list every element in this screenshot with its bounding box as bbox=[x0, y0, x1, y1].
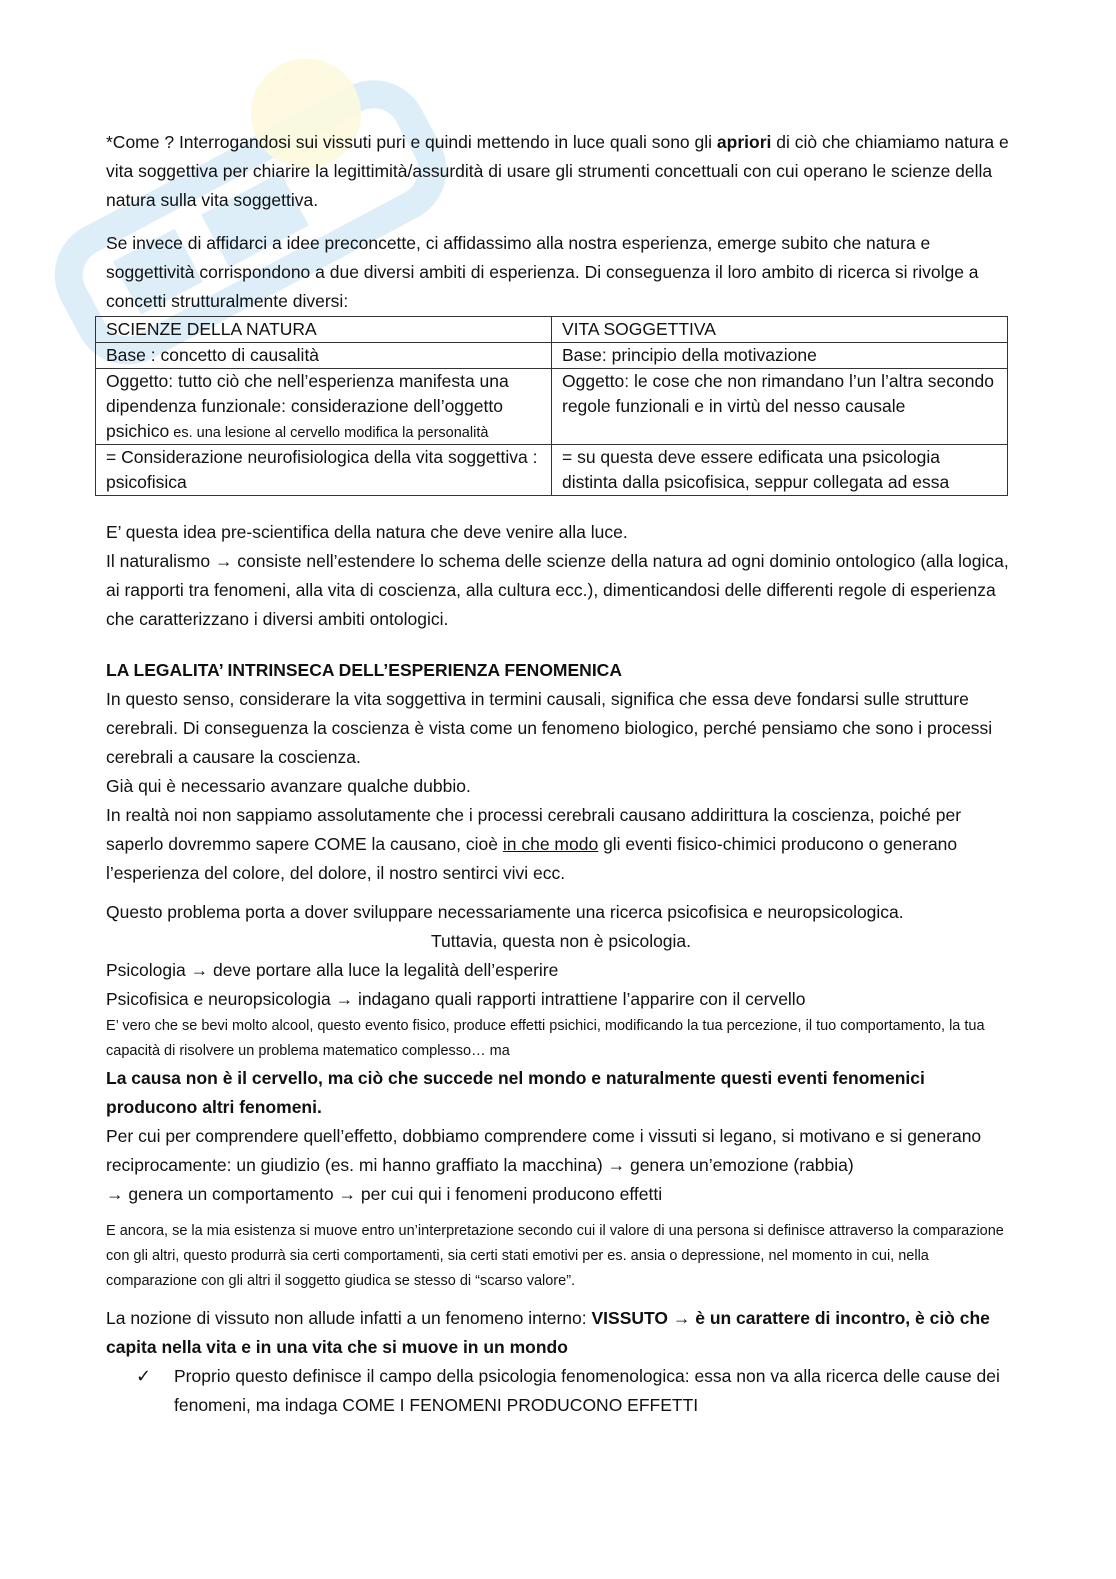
arrow-icon: → bbox=[607, 1155, 626, 1175]
arrow-icon: → bbox=[335, 989, 354, 1009]
arrow-icon: → bbox=[214, 551, 233, 571]
however-line: Tuttavia, questa non è psicologia. bbox=[430, 931, 692, 951]
brain-paragraph: In realtà noi non sappiamo assolutamente che i processi cerebrali causano addirittura la coscienza, poiché per saperlo dovremmo sapere COME la causano, cioè in che modo gli eventi fisico-chimici producono o generano l’esperienza del colore, del dolore, il nostro sentirci vivi ecc. bbox=[106, 805, 962, 883]
psychology-line: Psicologia → deve portare alla luce la legalità dell’esperire bbox=[106, 960, 559, 980]
table-cell: = Considerazione neurofisiologica della vita soggettiva : psicofisica bbox=[96, 445, 552, 496]
header-natural-sciences: SCIENZE DELLA NATURA bbox=[96, 317, 552, 343]
table-cell: = su questa deve essere edificata una psicologia distinta dalla psicofisica, seppur collegata ad essa bbox=[552, 445, 1008, 496]
prescientific-line: E’ questa idea pre-scientifica della natura che deve venire alla luce. bbox=[106, 522, 628, 542]
table-cell: Base: principio della motivazione bbox=[552, 343, 1008, 369]
table-row bbox=[96, 445, 1008, 496]
arrow-icon: → bbox=[338, 1184, 356, 1204]
checkmark-icon: ✓ bbox=[136, 1366, 152, 1386]
table-row bbox=[96, 369, 1008, 445]
arrow-icon: → bbox=[190, 960, 209, 980]
experience-paragraph: Se invece di affidarci a idee preconcette, ci affidassimo alla nostra esperienza, emerge subito che natura e soggettività corrispondono a due diversi ambiti di esperienza. Di conseguenza il loro ambito di ricerca si rivolge a concetti strutturalmente diversi: bbox=[106, 233, 979, 311]
table-cell: Base : concetto di causalità bbox=[96, 343, 552, 369]
intro-paragraph: *Come ? Interrogandosi sui vissuti puri e quindi mettendo in luce quali sono gli apriori di ciò che chiamiamo natura e vita soggettiva per chiarire la legittimità/assurdità di usare gli strumenti concettuali con cui operano le scienze della natura sulla vita soggettiva. bbox=[106, 132, 1009, 210]
table-header-row bbox=[96, 317, 1008, 343]
naturalism-paragraph: Il naturalismo → consiste nell’estendere lo schema delle scienze della natura ad ogni dominio ontologico (alla logica, ai rapporti tra fenomeni, alla vita di coscienza, alla cultura ecc.), dimenticandosi delle differenti regole di esperienza che caratterizzano i diversi ambiti ontologici. bbox=[106, 551, 1009, 629]
table-cell: Oggetto: tutto ciò che nell’esperienza manifesta una dipendenza funzionale: considerazione dell’oggetto psichico es. una lesione al cervello modifica la personalità bbox=[96, 369, 552, 445]
psychophysics-line: Psicofisica e neuropsicologia → indagano quali rapporti intrattiene l’apparire con il cervello bbox=[106, 989, 806, 1009]
checklist-text: Proprio questo definisce il campo della psicologia fenomenologica: essa non va alla ricerca delle cause dei fenomeni, ma indaga COME I FENOMENI PRODUCONO EFFETTI bbox=[174, 1366, 1000, 1415]
existence-note: E ancora, se la mia esistenza si muove entro un’interpretazione secondo cui il valore di una persona si definisce attraverso la comparazione con gli altri, questo produrrà sia certi comportamenti, sia certi stati emotivi per es. ansia o depressione, nel momento in cui, nella comparazione con gli altri il soggetto giudica se stesso di “scarso valore”. bbox=[106, 1223, 1004, 1289]
underlined-phrase: in che modo bbox=[502, 834, 599, 854]
effect-paragraph: Per cui per comprendere quell’effetto, dobbiamo comprendere come i vissuti si legano, si motivano e si generano reciprocamente: un giudizio (es. mi hanno graffiato la macchina) → genera un’emozione (rabbia) → genera un comportamento → per cui qui i fenomeni producono effetti bbox=[106, 1126, 982, 1204]
alcohol-note: E’ vero che se bevi molto alcool, questo evento fisico, produce effetti psichici, modificando la tua percezione, il tuo comportamento, la tua capacità di risolvere un problema matematico complesso… ma bbox=[106, 1018, 985, 1059]
document-page bbox=[106, 128, 1016, 1420]
header-subjective-life: VITA SOGGETTIVA bbox=[552, 317, 1008, 343]
cause-statement: La causa non è il cervello, ma ciò che succede nel mondo e naturalmente questi eventi fenomenici producono altri fenomeni. bbox=[106, 1068, 925, 1117]
table-row bbox=[96, 343, 1008, 369]
checklist-item bbox=[136, 1362, 1016, 1420]
doubt-line: Già qui è necessario avanzare qualche dubbio. bbox=[106, 776, 471, 796]
example-note: es. una lesione al cervello modifica la personalità bbox=[169, 425, 489, 441]
vissuto-paragraph: La nozione di vissuto non allude infatti a un fenomeno interno: VISSUTO → è un carattere di incontro, è ciò che capita nella vita e in una vita che si muove in un mondo bbox=[106, 1308, 990, 1357]
arrow-icon: → bbox=[106, 1184, 124, 1204]
section-title: LA LEGALITA’ INTRINSECA DELL’ESPERIENZA FENOMENICA bbox=[106, 660, 622, 680]
comparison-table bbox=[95, 316, 1008, 496]
table-cell: Oggetto: le cose che non rimandano l’un l’altra secondo regole funzionali e in virtù del nesso causale bbox=[552, 369, 1008, 445]
arrow-icon: → bbox=[672, 1308, 691, 1328]
apriori-term: apriori bbox=[716, 132, 772, 152]
problem-line: Questo problema porta a dover sviluppare necessariamente una ricerca psicofisica e neuropsicologica. bbox=[106, 902, 904, 922]
causal-paragraph: In questo senso, considerare la vita soggettiva in termini causali, significa che essa deve fondarsi sulle strutture cerebrali. Di conseguenza la coscienza è vista come un fenomeno biologico, perché pensiamo che sono i processi cerebrali a causare la coscienza. bbox=[106, 689, 993, 767]
